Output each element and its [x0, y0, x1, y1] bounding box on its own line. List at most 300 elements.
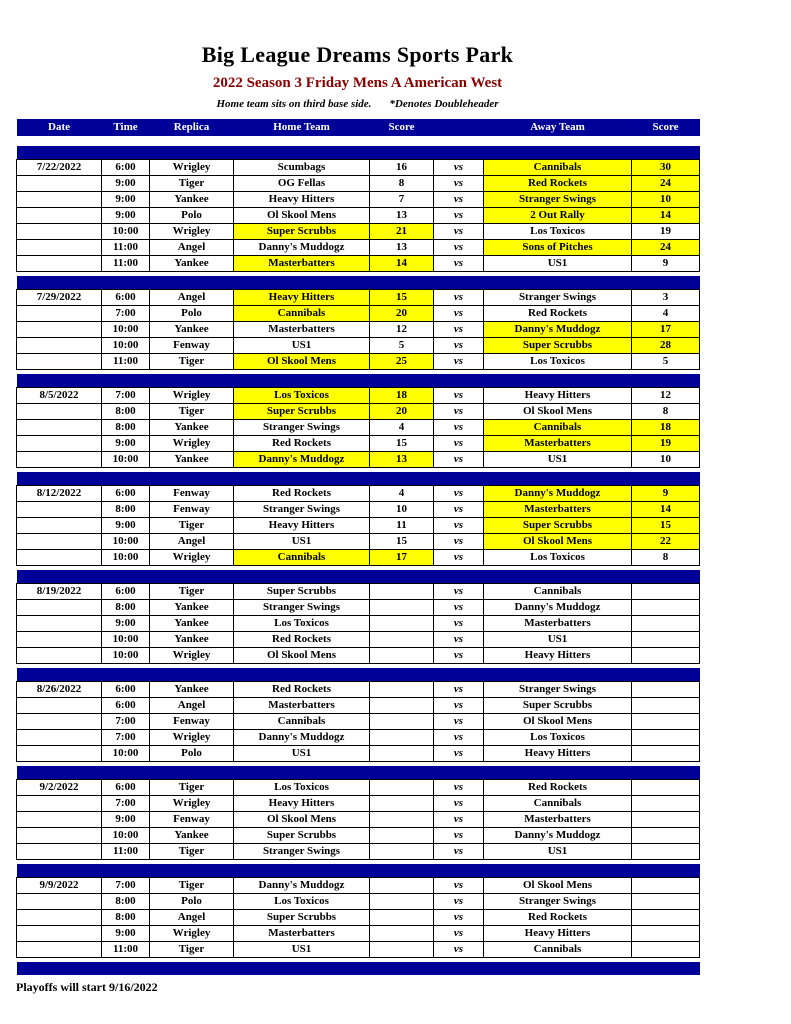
away-team-cell: Red Rockets — [484, 909, 632, 925]
home-score-cell: 21 — [370, 223, 434, 239]
away-team-cell: Los Toxicos — [484, 729, 632, 745]
separator-bar — [17, 570, 700, 583]
home-team-cell: Red Rockets — [234, 681, 370, 697]
game-row — [17, 647, 700, 663]
vs-label: vs — [434, 745, 484, 761]
game-row — [17, 615, 700, 631]
home-score-cell: 13 — [370, 239, 434, 255]
date-cell — [17, 549, 102, 565]
date-cell — [17, 811, 102, 827]
separator-bar-cell — [17, 374, 700, 387]
away-team-cell: Super Scrubbs — [484, 517, 632, 533]
time-cell: 9:00 — [102, 615, 150, 631]
replica-cell: Polo — [150, 745, 234, 761]
replica-cell: Angel — [150, 239, 234, 255]
away-score-cell — [632, 843, 700, 859]
away-score-cell: 24 — [632, 239, 700, 255]
home-team-cell: Stranger Swings — [234, 501, 370, 517]
vs-label: vs — [434, 599, 484, 615]
game-row — [17, 239, 700, 255]
time-cell: 9:00 — [102, 925, 150, 941]
away-score-cell: 14 — [632, 207, 700, 223]
home-team-cell: Masterbatters — [234, 697, 370, 713]
vs-label: vs — [434, 191, 484, 207]
date-cell — [17, 925, 102, 941]
game-row — [17, 485, 700, 501]
date-cell — [17, 223, 102, 239]
home-team-cell: Super Scrubbs — [234, 827, 370, 843]
vs-label: vs — [434, 175, 484, 191]
schedule-note — [16, 98, 699, 110]
replica-cell: Fenway — [150, 337, 234, 353]
game-row — [17, 533, 700, 549]
game-row — [17, 175, 700, 191]
date-cell — [17, 713, 102, 729]
home-score-cell: 18 — [370, 387, 434, 403]
home-score-cell — [370, 713, 434, 729]
game-row — [17, 877, 700, 893]
away-team-cell: Ol Skool Mens — [484, 713, 632, 729]
separator-bar-cell — [17, 472, 700, 485]
home-score-cell — [370, 941, 434, 957]
vs-label: vs — [434, 451, 484, 467]
separator-bar — [17, 374, 700, 387]
home-team-cell: US1 — [234, 533, 370, 549]
replica-cell: Tiger — [150, 517, 234, 533]
replica-cell: Angel — [150, 909, 234, 925]
date-cell — [17, 501, 102, 517]
time-cell: 6:00 — [102, 697, 150, 713]
replica-cell: Angel — [150, 289, 234, 305]
game-row — [17, 843, 700, 859]
home-score-cell: 11 — [370, 517, 434, 533]
home-score-cell — [370, 745, 434, 761]
vs-label: vs — [434, 485, 484, 501]
game-row — [17, 909, 700, 925]
away-team-cell: Sons of Pitches — [484, 239, 632, 255]
replica-cell: Yankee — [150, 615, 234, 631]
vs-label: vs — [434, 713, 484, 729]
vs-label: vs — [434, 827, 484, 843]
vs-label: vs — [434, 239, 484, 255]
away-score-cell — [632, 779, 700, 795]
away-score-cell: 3 — [632, 289, 700, 305]
vs-label: vs — [434, 223, 484, 239]
away-team-cell: Ol Skool Mens — [484, 403, 632, 419]
replica-cell: Yankee — [150, 321, 234, 337]
vs-label: vs — [434, 419, 484, 435]
home-score-cell — [370, 729, 434, 745]
vs-label: vs — [434, 501, 484, 517]
away-team-cell: Masterbatters — [484, 435, 632, 451]
game-row — [17, 419, 700, 435]
home-score-cell — [370, 583, 434, 599]
time-cell: 9:00 — [102, 517, 150, 533]
away-team-cell: Red Rockets — [484, 779, 632, 795]
vs-label: vs — [434, 305, 484, 321]
game-row — [17, 697, 700, 713]
home-team-cell: Stranger Swings — [234, 599, 370, 615]
separator-bar-cell — [17, 766, 700, 779]
away-team-cell: Stranger Swings — [484, 289, 632, 305]
vs-label: vs — [434, 697, 484, 713]
away-score-cell — [632, 631, 700, 647]
col-header-away-team-6: Away Team — [484, 119, 632, 136]
time-cell: 10:00 — [102, 647, 150, 663]
vs-label: vs — [434, 255, 484, 271]
replica-cell: Polo — [150, 893, 234, 909]
home-team-cell: Heavy Hitters — [234, 191, 370, 207]
vs-label: vs — [434, 207, 484, 223]
game-row — [17, 387, 700, 403]
replica-cell: Wrigley — [150, 223, 234, 239]
away-score-cell: 8 — [632, 549, 700, 565]
replica-cell: Yankee — [150, 419, 234, 435]
home-score-cell: 13 — [370, 207, 434, 223]
home-score-cell: 16 — [370, 159, 434, 175]
date-cell: 8/12/2022 — [17, 485, 102, 501]
away-team-cell: US1 — [484, 255, 632, 271]
vs-label: vs — [434, 909, 484, 925]
time-cell: 9:00 — [102, 207, 150, 223]
date-cell: 7/22/2022 — [17, 159, 102, 175]
time-cell: 8:00 — [102, 909, 150, 925]
date-cell: 8/26/2022 — [17, 681, 102, 697]
vs-label: vs — [434, 843, 484, 859]
date-cell — [17, 239, 102, 255]
game-row — [17, 353, 700, 369]
replica-cell: Angel — [150, 697, 234, 713]
date-cell — [17, 305, 102, 321]
date-cell: 8/5/2022 — [17, 387, 102, 403]
doubleheader-note: *Denotes Doubleheader — [389, 98, 499, 110]
home-score-cell: 15 — [370, 533, 434, 549]
date-cell — [17, 893, 102, 909]
vs-label: vs — [434, 289, 484, 305]
game-row — [17, 745, 700, 761]
time-cell: 10:00 — [102, 321, 150, 337]
home-team-cell: Masterbatters — [234, 925, 370, 941]
home-team-cell: Stranger Swings — [234, 843, 370, 859]
home-score-cell — [370, 599, 434, 615]
away-score-cell — [632, 877, 700, 893]
replica-cell: Polo — [150, 207, 234, 223]
vs-label: vs — [434, 583, 484, 599]
game-row — [17, 501, 700, 517]
away-score-cell: 30 — [632, 159, 700, 175]
time-cell: 11:00 — [102, 941, 150, 957]
separator-bar-cell — [17, 864, 700, 877]
home-score-cell — [370, 811, 434, 827]
time-cell: 6:00 — [102, 681, 150, 697]
date-cell — [17, 337, 102, 353]
home-team-cell: Super Scrubbs — [234, 909, 370, 925]
game-row — [17, 729, 700, 745]
away-score-cell: 12 — [632, 387, 700, 403]
home-score-cell — [370, 893, 434, 909]
replica-cell: Wrigley — [150, 729, 234, 745]
col-header-time-1: Time — [102, 119, 150, 136]
away-team-cell: Ol Skool Mens — [484, 533, 632, 549]
away-score-cell — [632, 811, 700, 827]
vs-label: vs — [434, 403, 484, 419]
replica-cell: Yankee — [150, 451, 234, 467]
time-cell: 7:00 — [102, 387, 150, 403]
home-team-note: Home team sits on third base side. — [216, 98, 372, 110]
separator-bar — [17, 864, 700, 877]
game-row — [17, 599, 700, 615]
away-score-cell — [632, 795, 700, 811]
home-team-cell: US1 — [234, 745, 370, 761]
home-score-cell — [370, 909, 434, 925]
home-team-cell: OG Fellas — [234, 175, 370, 191]
title-block — [16, 42, 699, 110]
away-score-cell: 22 — [632, 533, 700, 549]
away-score-cell: 5 — [632, 353, 700, 369]
away-score-cell: 18 — [632, 419, 700, 435]
away-team-cell: Danny's Muddogz — [484, 485, 632, 501]
game-row — [17, 255, 700, 271]
away-score-cell: 17 — [632, 321, 700, 337]
col-header-replica-2: Replica — [150, 119, 234, 136]
date-cell — [17, 941, 102, 957]
away-team-cell: Los Toxicos — [484, 223, 632, 239]
home-score-cell — [370, 615, 434, 631]
date-cell — [17, 729, 102, 745]
separator-bar — [17, 668, 700, 681]
home-team-cell: US1 — [234, 337, 370, 353]
home-score-cell: 4 — [370, 419, 434, 435]
away-team-cell: Masterbatters — [484, 501, 632, 517]
away-team-cell: Cannibals — [484, 795, 632, 811]
game-row — [17, 191, 700, 207]
date-cell — [17, 745, 102, 761]
date-cell — [17, 843, 102, 859]
game-row — [17, 207, 700, 223]
time-cell: 10:00 — [102, 337, 150, 353]
replica-cell: Fenway — [150, 501, 234, 517]
date-cell — [17, 827, 102, 843]
home-team-cell: Red Rockets — [234, 485, 370, 501]
date-cell — [17, 533, 102, 549]
home-score-cell: 17 — [370, 549, 434, 565]
replica-cell: Wrigley — [150, 795, 234, 811]
replica-cell: Tiger — [150, 843, 234, 859]
vs-label: vs — [434, 631, 484, 647]
replica-cell: Fenway — [150, 811, 234, 827]
home-score-cell: 5 — [370, 337, 434, 353]
time-cell: 10:00 — [102, 827, 150, 843]
home-team-cell: Heavy Hitters — [234, 795, 370, 811]
game-row — [17, 925, 700, 941]
away-team-cell: Heavy Hitters — [484, 647, 632, 663]
date-cell — [17, 631, 102, 647]
away-team-cell: Stranger Swings — [484, 893, 632, 909]
away-team-cell: Cannibals — [484, 419, 632, 435]
game-row — [17, 583, 700, 599]
away-score-cell: 10 — [632, 191, 700, 207]
vs-label: vs — [434, 925, 484, 941]
vs-label: vs — [434, 337, 484, 353]
replica-cell: Yankee — [150, 191, 234, 207]
game-row — [17, 159, 700, 175]
replica-cell: Yankee — [150, 827, 234, 843]
col-header-home-team-3: Home Team — [234, 119, 370, 136]
home-score-cell — [370, 827, 434, 843]
away-score-cell: 28 — [632, 337, 700, 353]
replica-cell: Angel — [150, 533, 234, 549]
away-team-cell: US1 — [484, 843, 632, 859]
date-cell — [17, 191, 102, 207]
away-score-cell — [632, 697, 700, 713]
time-cell: 6:00 — [102, 779, 150, 795]
home-team-cell: Ol Skool Mens — [234, 647, 370, 663]
away-team-cell: Masterbatters — [484, 811, 632, 827]
date-cell — [17, 435, 102, 451]
game-row — [17, 893, 700, 909]
away-score-cell: 19 — [632, 223, 700, 239]
replica-cell: Wrigley — [150, 387, 234, 403]
away-team-cell: US1 — [484, 451, 632, 467]
away-team-cell: Cannibals — [484, 941, 632, 957]
separator-bar — [17, 146, 700, 159]
away-team-cell: Los Toxicos — [484, 549, 632, 565]
home-score-cell: 12 — [370, 321, 434, 337]
separator-bar — [17, 472, 700, 485]
away-score-cell — [632, 941, 700, 957]
time-cell: 11:00 — [102, 843, 150, 859]
col-header-vs-spacer — [434, 119, 484, 136]
date-cell — [17, 909, 102, 925]
game-row — [17, 795, 700, 811]
replica-cell: Wrigley — [150, 435, 234, 451]
game-row — [17, 713, 700, 729]
time-cell: 6:00 — [102, 159, 150, 175]
page-title: Big League Dreams Sports Park — [201, 42, 514, 67]
separator-bar — [17, 962, 700, 975]
time-cell: 9:00 — [102, 191, 150, 207]
time-cell: 7:00 — [102, 795, 150, 811]
col-header-score-4: Score — [370, 119, 434, 136]
home-score-cell: 25 — [370, 353, 434, 369]
date-cell — [17, 207, 102, 223]
home-team-cell: Danny's Muddogz — [234, 877, 370, 893]
home-score-cell — [370, 843, 434, 859]
away-score-cell: 24 — [632, 175, 700, 191]
home-team-cell: Ol Skool Mens — [234, 207, 370, 223]
home-score-cell — [370, 647, 434, 663]
time-cell: 7:00 — [102, 713, 150, 729]
vs-label: vs — [434, 941, 484, 957]
away-team-cell: Masterbatters — [484, 615, 632, 631]
spacer-row — [17, 136, 700, 146]
home-score-cell: 13 — [370, 451, 434, 467]
home-team-cell: Red Rockets — [234, 435, 370, 451]
date-cell — [17, 321, 102, 337]
date-cell — [17, 795, 102, 811]
away-team-cell: Super Scrubbs — [484, 337, 632, 353]
time-cell: 6:00 — [102, 583, 150, 599]
home-score-cell — [370, 631, 434, 647]
time-cell: 10:00 — [102, 223, 150, 239]
vs-label: vs — [434, 533, 484, 549]
home-team-cell: Heavy Hitters — [234, 289, 370, 305]
away-team-cell: Ol Skool Mens — [484, 877, 632, 893]
game-row — [17, 321, 700, 337]
home-team-cell: US1 — [234, 941, 370, 957]
home-team-cell: Heavy Hitters — [234, 517, 370, 533]
col-header-score-7: Score — [632, 119, 700, 136]
home-score-cell: 14 — [370, 255, 434, 271]
replica-cell: Tiger — [150, 353, 234, 369]
away-team-cell: Heavy Hitters — [484, 387, 632, 403]
game-row — [17, 779, 700, 795]
game-row — [17, 451, 700, 467]
home-team-cell: Cannibals — [234, 713, 370, 729]
date-cell — [17, 255, 102, 271]
away-score-cell: 10 — [632, 451, 700, 467]
home-team-cell: Red Rockets — [234, 631, 370, 647]
home-score-cell — [370, 779, 434, 795]
away-team-cell: Heavy Hitters — [484, 745, 632, 761]
home-team-cell: Ol Skool Mens — [234, 811, 370, 827]
replica-cell: Wrigley — [150, 159, 234, 175]
away-team-cell: Cannibals — [484, 159, 632, 175]
home-score-cell: 20 — [370, 403, 434, 419]
spacer-cell — [17, 136, 700, 146]
away-score-cell: 14 — [632, 501, 700, 517]
home-score-cell: 4 — [370, 485, 434, 501]
vs-label: vs — [434, 779, 484, 795]
away-score-cell — [632, 729, 700, 745]
time-cell: 11:00 — [102, 353, 150, 369]
separator-bar-cell — [17, 276, 700, 289]
separator-bar-cell — [17, 668, 700, 681]
date-cell — [17, 647, 102, 663]
home-team-cell: Stranger Swings — [234, 419, 370, 435]
game-row — [17, 289, 700, 305]
away-score-cell: 8 — [632, 403, 700, 419]
time-cell: 7:00 — [102, 729, 150, 745]
game-row — [17, 549, 700, 565]
home-score-cell — [370, 795, 434, 811]
home-score-cell: 15 — [370, 435, 434, 451]
away-team-cell: Super Scrubbs — [484, 697, 632, 713]
playoffs-note: Playoffs will start 9/16/2022 — [16, 980, 158, 994]
game-row — [17, 681, 700, 697]
time-cell: 11:00 — [102, 239, 150, 255]
date-cell — [17, 599, 102, 615]
away-score-cell: 19 — [632, 435, 700, 451]
away-team-cell: 2 Out Rally — [484, 207, 632, 223]
date-cell — [17, 175, 102, 191]
away-score-cell: 15 — [632, 517, 700, 533]
date-cell — [17, 615, 102, 631]
away-score-cell — [632, 647, 700, 663]
replica-cell: Tiger — [150, 175, 234, 191]
vs-label: vs — [434, 321, 484, 337]
home-team-cell: Super Scrubbs — [234, 223, 370, 239]
away-score-cell — [632, 599, 700, 615]
time-cell: 9:00 — [102, 435, 150, 451]
home-score-cell — [370, 681, 434, 697]
home-team-cell: Danny's Muddogz — [234, 239, 370, 255]
date-cell: 9/9/2022 — [17, 877, 102, 893]
time-cell: 7:00 — [102, 305, 150, 321]
replica-cell: Wrigley — [150, 647, 234, 663]
home-team-cell: Danny's Muddogz — [234, 451, 370, 467]
away-team-cell: Heavy Hitters — [484, 925, 632, 941]
